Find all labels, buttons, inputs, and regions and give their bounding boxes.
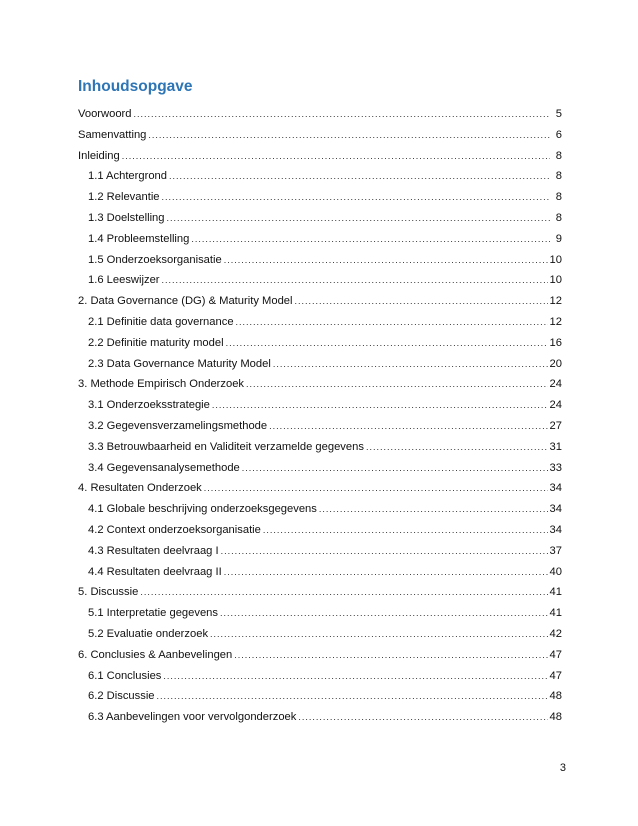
toc-entry-label: 1.4 Probleemstelling [88,232,190,245]
toc-entry-label: 6. Conclusies & Aanbevelingen [78,648,233,661]
toc-entry-page: 40 [549,565,562,578]
toc-entry-page: 8 [555,170,562,183]
page-number: 3 [559,762,566,774]
toc-entry-label: 3. Methode Empirisch Onderzoek [78,378,245,391]
toc-entry-label: 1.5 Onderzoeksorganisatie [88,253,222,266]
toc-entry-page: 31 [549,440,562,453]
toc-entry[interactable] [78,562,562,583]
toc-entry[interactable] [78,333,562,354]
toc-entry[interactable] [78,582,562,603]
toc-entry[interactable] [78,645,562,666]
toc-entry-page: 24 [549,399,562,412]
toc-dot-leader [220,603,548,624]
toc-entry-label: 2.3 Data Governance Maturity Model [88,357,271,370]
toc-entry-page: 10 [549,274,562,287]
toc-dot-leader [246,374,548,395]
toc-entry-label: 4.2 Context onderzoeksorganisatie [88,523,261,536]
toc-entry-page: 12 [549,315,562,328]
toc-entry-page: 10 [549,253,562,266]
toc-entry-page: 37 [549,544,562,557]
toc-entry-label: 1.1 Achtergrond [88,170,167,183]
toc-entry-label: 6.2 Discussie [88,690,155,703]
toc-entry[interactable] [78,499,562,520]
toc-entry-page: 8 [555,191,562,204]
toc-entry[interactable] [78,624,562,645]
toc-entry-label: 4.3 Resultaten deelvraag I [88,544,219,557]
toc-dot-leader [140,582,547,603]
toc-entry[interactable] [78,250,562,271]
toc-entry[interactable] [78,437,562,458]
toc-entry-page: 9 [555,232,562,245]
toc-entry-label: 6.1 Conclusies [88,669,162,682]
toc-dot-leader [157,686,548,707]
toc-dot-leader [298,707,547,728]
toc-dot-leader [133,104,550,125]
toc-entry-page: 16 [549,336,562,349]
toc-heading: Inhoudsopgave [78,78,193,95]
toc-dot-leader [191,229,550,250]
toc-entry-page: 47 [549,648,562,661]
toc-entry[interactable] [78,229,562,250]
toc-dot-leader [169,166,550,187]
toc-entry-label: 2. Data Governance (DG) & Maturity Model [78,295,293,308]
toc-entry[interactable] [78,374,562,395]
toc-entry-label: 5.2 Evaluatie onderzoek [88,627,209,640]
toc-entry-page: 34 [549,482,562,495]
toc-entry-label: 4. Resultaten Onderzoek [78,482,202,495]
toc-entry[interactable] [78,458,562,479]
toc-dot-leader [242,458,548,479]
toc-entry-page: 5 [555,108,562,120]
toc-entry[interactable] [78,312,562,333]
toc-entry-page: 42 [549,627,562,640]
toc-dot-leader [204,478,548,499]
toc-dot-leader [221,541,548,562]
toc-dot-leader [224,562,548,583]
toc-entry-label: 1.6 Leeswijzer [88,274,160,287]
toc-entry-label: 5.1 Interpretatie gegevens [88,607,218,620]
toc-entry[interactable] [78,541,562,562]
toc-entry[interactable] [78,166,562,187]
toc-entry-page: 20 [549,357,562,370]
toc-entry[interactable] [78,291,562,312]
toc-entry[interactable] [78,416,562,437]
toc-entry-page: 24 [549,378,562,391]
toc-entry-label: 3.2 Gegevensverzamelingsmethode [88,419,268,432]
toc-dot-leader [269,416,547,437]
toc-entry[interactable] [78,146,562,167]
toc-dot-leader [366,437,548,458]
toc-entry-page: 48 [549,711,562,724]
toc-entry-label: 5. Discussie [78,586,139,599]
toc-dot-leader [236,312,548,333]
toc-entry[interactable] [78,395,562,416]
toc-entry-page: 27 [549,419,562,432]
toc-entry[interactable] [78,520,562,541]
toc-entry-label: 6.3 Aanbevelingen voor vervolgonderzoek [88,711,297,724]
toc-entry-label: 1.3 Doelstelling [88,211,165,224]
toc-dot-leader [224,250,548,271]
toc-dot-leader [212,395,548,416]
toc-entry-page: 47 [549,669,562,682]
toc-entry-page: 33 [549,461,562,474]
toc-entry[interactable] [78,603,562,624]
toc-entry-page: 48 [549,690,562,703]
table-of-contents [78,104,562,728]
toc-entry-label: 2.2 Definitie maturity model [88,336,224,349]
toc-entry-label: 3.4 Gegevensanalysemethode [88,461,240,474]
toc-entry-label: Inleiding [78,149,120,162]
toc-entry-page: 6 [555,128,562,141]
toc-entry[interactable] [78,208,562,229]
toc-entry[interactable] [78,707,562,728]
toc-entry[interactable] [78,104,562,125]
toc-entry-label: Voorwoord [78,108,132,120]
toc-dot-leader [122,146,550,167]
toc-entry-page: 41 [549,607,562,620]
toc-entry-label: 1.2 Relevantie [88,191,160,204]
toc-entry[interactable] [78,187,562,208]
toc-entry-page: 8 [555,211,562,224]
toc-entry-label: 3.3 Betrouwbaarheid en Validiteit verzamelde gegevens [88,440,364,453]
toc-dot-leader [163,666,547,687]
toc-dot-leader [234,645,547,666]
toc-dot-leader [162,187,550,208]
toc-dot-leader [319,499,548,520]
toc-entry[interactable] [78,270,562,291]
toc-entry-page: 12 [549,295,562,308]
toc-entry[interactable] [78,354,562,375]
toc-entry-page: 34 [549,523,562,536]
toc-entry[interactable] [78,666,562,687]
toc-entry-page: 34 [549,503,562,516]
toc-entry[interactable] [78,125,562,146]
toc-entry-page: 41 [549,586,562,599]
toc-entry-page: 8 [555,149,562,162]
toc-dot-leader [295,291,548,312]
toc-dot-leader [273,354,548,375]
toc-dot-leader [162,270,548,291]
toc-entry[interactable] [78,478,562,499]
toc-entry[interactable] [78,686,562,707]
toc-entry-label: 4.1 Globale beschrijving onderzoeksgegevens [88,503,317,516]
toc-dot-leader [167,208,551,229]
toc-entry-label: 3.1 Onderzoeksstrategie [88,399,210,412]
toc-entry-label: 2.1 Definitie data governance [88,315,234,328]
toc-dot-leader [226,333,548,354]
toc-entry-label: 4.4 Resultaten deelvraag II [88,565,222,578]
toc-dot-leader [148,125,550,146]
toc-dot-leader [210,624,548,645]
toc-entry-label: Samenvatting [78,128,147,141]
toc-dot-leader [263,520,548,541]
